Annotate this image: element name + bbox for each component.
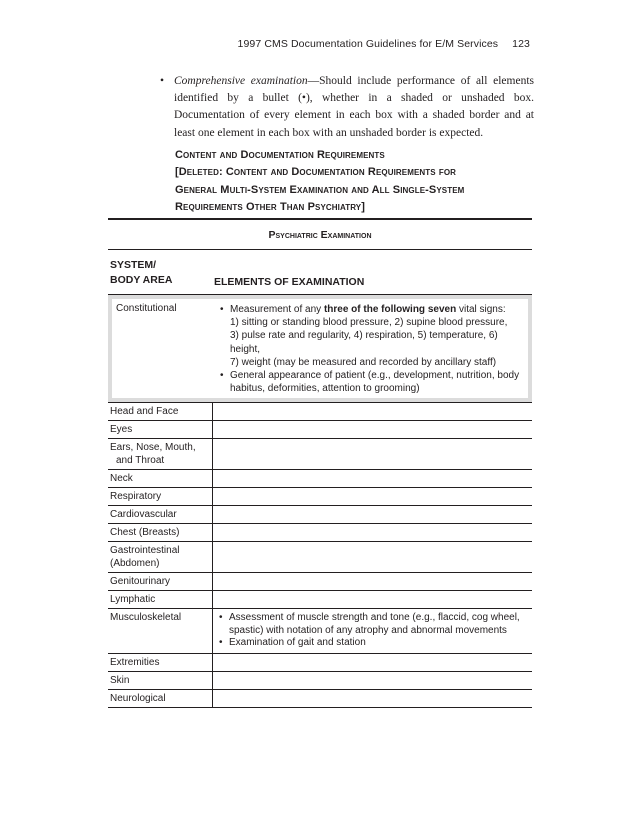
table-row — [108, 672, 532, 690]
element-text: Assessment of muscle strength and tone (e.g., flaccid, cog wheel, spastic) with notation of any atrophy and abnormal movements — [229, 612, 520, 636]
element-text: vital signs: — [456, 304, 506, 315]
element-text: 3) pulse rate and regularity, 4) respiration, 5) temperature, 6) height, — [230, 330, 498, 355]
row-area: Musculoskeletal — [108, 609, 213, 653]
row-area-line-2: (Abdomen) — [110, 558, 160, 570]
comprehensive-exam-bullet — [160, 73, 534, 142]
row-area: Neck — [108, 470, 213, 487]
element-emphasis: three of the following seven — [323, 304, 457, 315]
element-text: General appearance of patient (e.g., development, nutrition, body habitus, deformities, attention to grooming) — [230, 370, 520, 395]
element-text: Measurement of any — [230, 304, 324, 315]
heading-line-3: General Multi-System Examination and All Single-System — [175, 183, 465, 196]
row-area — [108, 439, 213, 469]
row-area: Cardiovascular — [108, 506, 213, 523]
table-row — [108, 488, 532, 506]
section-heading — [175, 147, 535, 216]
psychiatric-exam-table — [108, 218, 532, 708]
row-area: Respiratory — [108, 488, 213, 505]
running-header — [238, 38, 530, 50]
table-row — [108, 506, 532, 524]
table-row — [108, 403, 532, 421]
row-area: Eyes — [108, 421, 213, 438]
table-row — [108, 421, 532, 439]
table-row — [108, 439, 532, 470]
row-area: Constitutional — [116, 303, 177, 314]
element-text: Examination of gait and station — [229, 637, 366, 649]
column-header-elements: ELEMENTS OF EXAMINATION — [214, 276, 365, 288]
bullet-mark: • — [220, 304, 224, 315]
row-area: Head and Face — [108, 403, 213, 420]
element-text: 1) sitting or standing blood pressure, 2) supine blood pressure, — [230, 317, 508, 329]
table-row — [108, 542, 532, 573]
table-row-constitutional — [108, 295, 532, 403]
row-area-line-2: and Throat — [116, 455, 165, 467]
column-header-system-line-2: BODY AREA — [110, 274, 173, 286]
table-row — [108, 654, 532, 672]
element-text: 7) weight (may be measured and recorded by ancillary staff) — [230, 356, 497, 368]
row-area: Genitourinary — [108, 573, 213, 590]
heading-line-2: [Deleted: Content and Documentation Requirements for — [175, 166, 457, 179]
column-header-system — [108, 250, 214, 294]
heading-line-4: Requirements Other Than Psychiatry] — [175, 200, 366, 213]
table-row — [108, 573, 532, 591]
row-area: Neurological — [108, 690, 213, 707]
table-row — [108, 591, 532, 609]
row-elements — [216, 299, 528, 398]
row-area: Chest (Breasts) — [108, 524, 213, 541]
row-area: Skin — [108, 672, 213, 689]
table-row — [108, 524, 532, 542]
table-row — [108, 470, 532, 488]
column-header-system-line-1: SYSTEM/ — [110, 259, 157, 271]
bullet-mark: • — [219, 637, 223, 649]
table-row — [108, 690, 532, 708]
running-title: 1997 CMS Documentation Guidelines for E/M Services — [237, 38, 499, 50]
bullet-text: —Should include performance of all elements identified by a bullet (•), whether in a shaded or unshaded box. Documentation of every element in each box with a shaded border and at least one element in each box with an unshaded border is expected. — [174, 75, 534, 139]
bullet-lead: Comprehensive examination — [174, 75, 308, 87]
bullet-mark: • — [220, 370, 224, 382]
bullet-mark: • — [219, 612, 223, 624]
row-area — [108, 542, 213, 572]
row-area-line-1: Gastrointestinal — [110, 545, 180, 557]
row-area: Extremities — [108, 654, 213, 671]
column-headers — [108, 250, 532, 295]
table-title: Psychiatric Examination — [108, 220, 532, 250]
heading-line-1: Content and Documentation Requirements — [175, 149, 385, 161]
row-elements — [213, 609, 532, 653]
page-number: 123 — [512, 38, 530, 50]
bullet-mark: • — [160, 75, 165, 87]
row-area: Lymphatic — [108, 591, 213, 608]
row-area-line-1: Ears, Nose, Mouth, — [110, 442, 196, 454]
table-row-musculoskeletal — [108, 609, 532, 654]
